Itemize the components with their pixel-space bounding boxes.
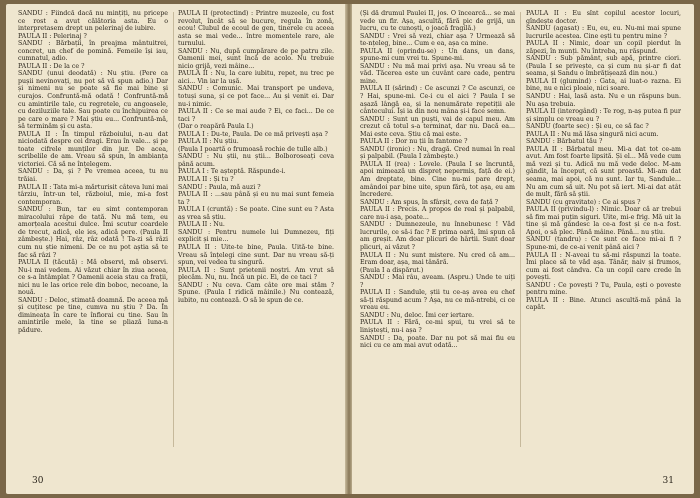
text-paragraph: PAULA II : Nimic, doar un copil pierdut în zăpezi, în munți. Nu întreba, nu răspund.: [526, 40, 681, 55]
text-paragraph: SANDU (foarte sec) : Și eu, ce să fac ?: [526, 123, 649, 131]
right-page: [352, 4, 694, 494]
text-paragraph: SANDU : Vrei să vezi, chiar așa ? Urmează să te-nțeleg, bine... Cum e ea, așa ca mine.: [360, 32, 515, 48]
text-paragraph: SANDU : Nu ceva. Cam câte ore mai stăm ? Spune. (Paula I ridică mâinile.) Nu contează, iubito, nu contează. O să le spun de ce.: [178, 281, 334, 304]
text-paragraph: SANDU : Sunt un puști, vai de capul meu. Am crezut că totul s-a terminat, dar nu. Dacă ea... Mai este ceva. Știu că mai este.: [360, 115, 515, 138]
text-paragraph: PAULA II : Pelerinaj ?: [18, 32, 87, 40]
text-paragraph: SANDU : Ce povești ? Tu, Paula, ești o poveste pentru mine.: [526, 281, 681, 297]
text-paragraph: PAULA II : Nu.: [178, 221, 225, 229]
text-paragraph: SANDU : Deloc, stimată doamnă. De aceea mă și cuțitesc pe tine, cumva nu știu ? Da. În dimineața în care te înfiorai cu tine. Sau în amintirile mele, la tine se pliază luna-n pădure.: [18, 296, 168, 334]
text-paragraph: PAULA II (tăcută) : Mă observi, mă observi. Nu-i mai vedem. Ai văzut chiar în ziua aceea, ce s-a întâmplat ? Oamenii aceia stau ca frații, nici nu le las orice rele din boboc, necoane, la nouă.: [18, 259, 168, 297]
text-paragraph: PAULA II : Fără, ce-mi spui, tu vrei să te liniștești, nu-i așa ?: [360, 319, 515, 334]
text-paragraph: SANDU : Nu știi, nu știi... Bolboroseați ceva până acum.: [178, 153, 334, 168]
text-paragraph: SANDU (ironic) : Nu, dragă. Cred numai în real și palpabil. (Paula I zâmbește.): [360, 145, 515, 161]
text-paragraph: SANDU : Fiindcă dacă nu mințiți, nu pricepe ce rost a avut călătoria asta. Eu o interpretasem drept un pelerinaj de iubire.: [18, 10, 168, 33]
text-paragraph: PAULA II : Bine. Atunci ascultă-mă până la capăt.: [526, 296, 681, 312]
text-paragraph: PAULA II (privindu-l) : Nimic. Doar că ar trebui să fim mai puțin siguri. Uite, mi-e frig. Mă uit la tine și mă gândesc la ce-a fost și ce n-a fost. Apoi, o să plec. Până mâine. Până... nu știu.: [526, 206, 681, 236]
text-paragraph: PAULA II (oprindu-se) : Un dans, un dans, spune-mi cum vrei tu. Spune-mi.: [360, 47, 515, 63]
text-paragraph: PAULA II : Și tu ?: [178, 176, 234, 184]
text-paragraph: PAULA II : Eu sînt copilul acestor locuri, gîndește doctor.: [526, 10, 681, 25]
text-paragraph: SANDU (cu gravitate) : Ce ai spus ?: [526, 198, 641, 206]
text-paragraph: PAULA II : N-aveai tu să-mi răspunzi la toate. Îmi place să te văd așa. Tânăr, naiv și frumos, cum ai fost cândva. Ca un copil care crede în povești.: [526, 251, 681, 282]
text-paragraph: SANDU : Dumnezeule, nu înnebunesc ! Văd lucrurile, ce să-i fac ? E prima oară, îmi spun că am greșit. Am doar plicuri de hârtii. Sunt doar plicuri, ai văzut ?: [360, 221, 515, 251]
text-paragraph: SANDU : Sub pământ, sub apă, printre ciori. (Paula I se privește, ca și cum nu și-ar fi dat seama, și Sandu o îmbrățișează din nou.): [526, 55, 681, 78]
text-paragraph: SANDU : Nu, deloc. Îmi cer iertare.: [360, 311, 475, 319]
text-paragraph: PAULA II : Bărbatul meu. Mi-a dat tot ce-am avut. Am fost foarte lipsită. Și el... Mă vede cum mă vezi și tu. Adică nu mă vede deloc. M-am gândit, la început, că sunt proastă. Mi-am dat seama, mai apoi, că nu sunt. Iar tu, Sandule... Nu am cum să uit. Nu pot să iert. Mi-ai dat atât de mult, fără să știi.: [526, 145, 681, 199]
text-paragraph: PAULA II (sărind) : Ce ascunzi ? Ce ascunzi, ce ? Hai, spune-mi. Ce-i cu el aici ? Paula I se așază lângă ea, și la nenumărate repetiții ale cântecului. Își ia din nou mâna și-i face semn.: [360, 85, 515, 116]
text-paragraph: SANDU (tandru) : Ce sunt ce face mi-ai fi ? Spune-mi, de ce-ai venit până aici ?: [526, 236, 681, 251]
right-page-column-2: [526, 10, 681, 448]
text-paragraph: SANDU : Mai râu, aveam. (Aspru.) Unde te uiți ?: [360, 274, 515, 289]
text-paragraph: PAULA II : Nu știu.: [178, 138, 239, 146]
text-paragraph: SANDU : Nu, după cumpărare de pe patru zile. Oamenii mei, sunt încă de acolo. Nu trebuie nicio grijă, vezi mâine...: [178, 47, 334, 70]
text-paragraph: SANDU : Hai, lasă asta. Nu e un răspuns bun. Nu așa trebuia.: [526, 93, 681, 108]
text-paragraph: PAULA II : Precis. A propos de real și palpabil, care nu-i așa, poate...: [360, 206, 515, 221]
text-paragraph: PAULA II : Sandule, știi tu ce-aș avea eu chef să-ți răspund acum ? Așa, nu ce mă-ntrebi, ci ce vreau eu.: [360, 289, 515, 312]
text-paragraph: SANDU (agasat) : Eu, eu, eu. Nu-mi mai spune lucrurile acestea. Cine ești tu pentru mine ?: [526, 25, 681, 40]
text-paragraph: PAULA II : ...sau până și eu nu mai sunt femeia ta ?: [178, 191, 334, 206]
page-number-left: 30: [32, 476, 44, 486]
text-paragraph: PAULA II : Uite-te bine, Paula. Uită-te bine. Vreau să înțelegi cine sunt. Dar nu vreau să-ți spun, vei vedea tu singură.: [178, 243, 334, 267]
text-paragraph: SANDU : Bărbatul tău ?: [526, 138, 603, 146]
column-separator: [173, 12, 174, 447]
left-page: [6, 4, 346, 494]
right-page-column-1: [360, 10, 515, 448]
text-paragraph: SANDU : Comunic. Mai transport pe undeva, totuși suna, și ce pot face... Au și venit ei. Dar nu-i nimic.: [178, 85, 334, 108]
text-paragraph: PAULA II : De la ce ?: [18, 62, 85, 70]
page-number-right: 31: [662, 476, 674, 486]
text-paragraph: (Și dă drumul Paulei II, jos. O încearcă... se mai vede un fir. Așa, ascultă, fără pic de grijă, un lucru, cu te cunoști, o joacă fragilă.): [360, 10, 515, 33]
text-paragraph: SANDU : Nu mă mai privi așa. Nu vreau să te văd. Tăcerea este un cuvânt care cade, pentru mine.: [360, 62, 515, 85]
text-paragraph: (Paula I a dispărut.): [360, 266, 424, 274]
text-paragraph: PAULA II : Nu mă lăsa singură nici acum.: [526, 130, 659, 138]
text-paragraph: SANDU : Paula, mă auzi ?: [178, 183, 261, 191]
text-paragraph: PAULA II (protectind) : Printre muzeele, cu fost revolut, încât să se bucure, regula în zonă, ecou! Clubul de ecoul de gen, tinerele cu aceea asta se mai vede... între momentele rare, ale turnului.: [178, 10, 334, 48]
text-paragraph: SANDU : Pentru numele lui Dumnezeu, fiți explicit și mie...: [178, 228, 334, 244]
text-paragraph: SANDU : Da, poate. Dar nu pot să mai fiu eu nici cu ce am mai avut odată...: [360, 334, 515, 350]
text-paragraph: PAULA II : Tata mi-a mărturisit câteva luni mai târziu, într-un tel, războiul, mie, mi-a fost contemporan.: [18, 183, 168, 206]
left-page-column-2: [178, 10, 334, 448]
text-paragraph: PAULA II : Ce se mai aude ? Ei, ce faci... De ce taci ?: [178, 108, 334, 123]
text-paragraph: PAULA II (rea) : Lovele. (Paula I se încruntă, apoi mimează un dispreț nepermis, față de ei.) Am dreptate, bine. Cine nu-mi pare drept, amândoi par bine uite, spun fărâ, tot așa, eu am încredere.: [360, 160, 515, 199]
text-paragraph: (Paula I poartă o frumoasă rochie de tulle alb.): [178, 145, 328, 153]
text-paragraph: PAULA II : Nu sunt mistere. Nu cred că am... Eram doar, așa, mai tânără.: [360, 251, 515, 267]
column-separator: [520, 12, 521, 447]
text-paragraph: SANDU : Am spus, în sfârșit, ceva de față ?: [360, 198, 499, 206]
text-paragraph: PAULA II : Nu, la care iubitu, repet, nu trec pe aici... Vin iar la ușă.: [178, 70, 334, 85]
text-paragraph: PAULA II : Dor nu ții în fantome ?: [360, 138, 468, 146]
text-paragraph: (Dar o reapără Paula I.): [178, 123, 254, 131]
text-paragraph: SANDU (unui deodată) : Nu știu. (Pere ca pușii nevinovați, nu pot să vă spun adio.) Dar și nimeni nu se poate să fie mai bine și curajos. Confruntă-mă odată ! Confruntă-mă cu amintirile tale, cu regretele, cu angoasele, cu deziluziile tale. Sau poate cu închipuirea ce pe care o mare ? Mai știu eu... Confruntă-mă, să terminăm și cu asta.: [18, 70, 168, 131]
left-page-column-1: [18, 10, 168, 448]
text-paragraph: SANDU : Bărbații, în preajma mântuitrei, concret, un chef de pomină. Femeile își iau, cumnatul, adio.: [18, 40, 168, 63]
text-paragraph: PAULA I : Te așteptă. Răspunde-i.: [178, 168, 286, 176]
text-paragraph: SANDU : Da, și ? Pe vremea aceea, tu nu trăiai.: [18, 168, 168, 184]
text-paragraph: PAULA II (glumind) : Gata, ai luat-o razna. Ei bine, nu e nici ploaie, nici soare.: [526, 77, 681, 93]
text-paragraph: SANDU : Bun, tar eu simt contemporan miracolului râpe de tată. Nu mă tem, eu amorțeala acestui dulce. Îmi scutur coardele de trecut, adică, ele ies, adică pere. (Paula II zâmbește.) Hai, râz, râz odată ! Ta-zi să râzi cum nu știe nimeni. De ce nu pot aștia să te fac să râzi ?: [18, 206, 168, 259]
text-paragraph: PAULA I : Du-te, Paula. De ce mă privești așa ?: [178, 130, 328, 138]
text-paragraph: PAULA II (interogând) : Te rog, n-aș putea fi pur și simplu ce vreau eu ?: [526, 108, 681, 123]
text-paragraph: PAULA II : În timpul războiului, n-au dat niciodată despre cei dragi. Erau în vale... și pe toate cifrele munților din jur. De acea, scribelile de am. Vreau să spun, în ambianța victoriei. Că să ne înțelegem.: [18, 130, 168, 168]
text-paragraph: PAULA II : Sunt prietenii noștri. Am vrut să plecăm. Nu, nu. Încă un pic. Ei, de ce taci ?: [178, 266, 334, 282]
text-paragraph: PAULA I (cruntă) : Se poate. Cine sunt eu ? Asta aș vrea să știu.: [178, 206, 334, 221]
